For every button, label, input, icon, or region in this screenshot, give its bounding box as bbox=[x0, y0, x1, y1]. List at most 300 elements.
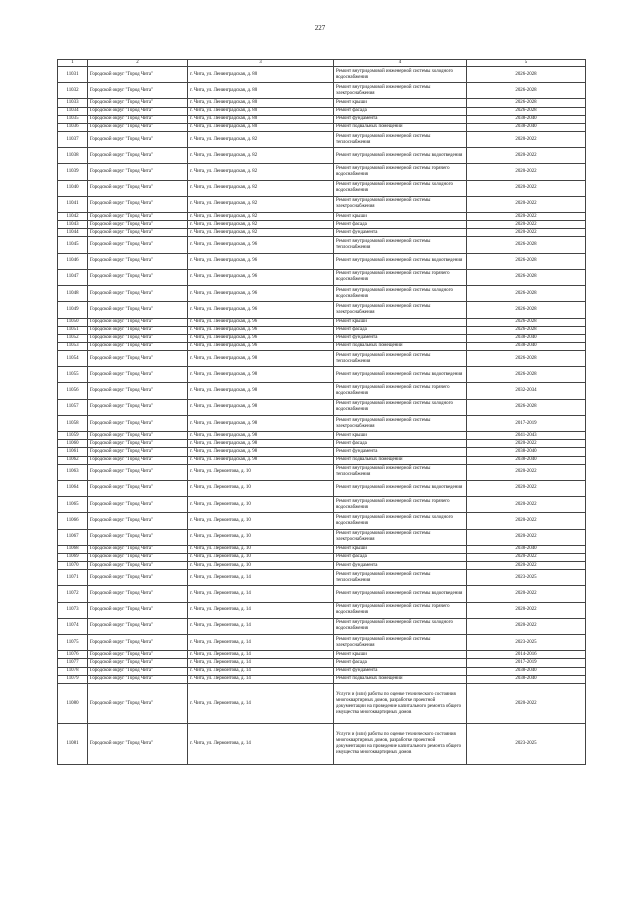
address-cell: г. Чита, ул. Лермонтова, д. 14 bbox=[188, 651, 334, 659]
address-cell: г. Чита, ул. Ленинградская, д. 80 bbox=[188, 67, 334, 83]
period-cell: 2020-2022 bbox=[467, 464, 586, 480]
municipality-cell: Городской округ "Город Чита" bbox=[88, 570, 188, 586]
table-row bbox=[58, 196, 586, 212]
address-cell: г. Чита, ул. Ленинградская, д. 82 bbox=[188, 164, 334, 180]
municipality-cell: Городской округ "Город Чита" bbox=[88, 651, 188, 659]
municipality-cell: Городской округ "Город Чита" bbox=[88, 383, 188, 399]
municipality-cell: Городской округ "Город Чита" bbox=[88, 456, 188, 464]
period-cell: 2020-2022 bbox=[467, 586, 586, 602]
table-row bbox=[58, 683, 586, 724]
address-cell: г. Чита, ул. Ленинградская, д. 82 bbox=[188, 229, 334, 237]
work-type-cell: Ремонт фундамента bbox=[334, 115, 467, 123]
row-number-cell: 11070 bbox=[58, 562, 88, 570]
municipality-cell: Городской округ "Город Чита" bbox=[88, 667, 188, 675]
table-row bbox=[58, 659, 586, 667]
address-cell: г. Чита, ул. Ленинградская, д. 98 bbox=[188, 351, 334, 367]
address-cell: г. Чита, ул. Лермонтова, д. 14 bbox=[188, 586, 334, 602]
work-type-cell: Ремонт крыши bbox=[334, 432, 467, 440]
address-cell: г. Чита, ул. Ленинградская, д. 82 bbox=[188, 213, 334, 221]
address-cell: г. Чита, ул. Ленинградская, д. 98 bbox=[188, 383, 334, 399]
work-type-cell: Ремонт внутридомовой инженерной системы электроснабжения bbox=[334, 635, 467, 651]
work-type-cell: Ремонт подвальных помещений bbox=[334, 342, 467, 350]
table-row bbox=[58, 602, 586, 618]
row-number-cell: 11074 bbox=[58, 618, 88, 634]
address-cell: г. Чита, ул. Лермонтова, д. 14 bbox=[188, 618, 334, 634]
work-type-cell: Ремонт крыши bbox=[334, 99, 467, 107]
table-row bbox=[58, 83, 586, 99]
address-cell: г. Чита, ул. Лермонтова, д. 10 bbox=[188, 513, 334, 529]
table-row bbox=[58, 148, 586, 164]
address-cell: г. Чита, ул. Лермонтова, д. 10 bbox=[188, 497, 334, 513]
table-row bbox=[58, 318, 586, 326]
row-number-cell: 11037 bbox=[58, 131, 88, 147]
municipality-cell: Городской округ "Город Чита" bbox=[88, 635, 188, 651]
table-row bbox=[58, 570, 586, 586]
period-cell: 2020-2022 bbox=[467, 529, 586, 545]
row-number-cell: 11040 bbox=[58, 180, 88, 196]
period-cell: 2026-2028 bbox=[467, 67, 586, 83]
table-row bbox=[58, 586, 586, 602]
period-cell: 2023-2025 bbox=[467, 635, 586, 651]
work-type-cell: Ремонт крыши bbox=[334, 318, 467, 326]
address-cell: г. Чита, ул. Ленинградская, д. 96 bbox=[188, 318, 334, 326]
table-row bbox=[58, 367, 586, 383]
work-type-cell: Услуги и (или) работы по оценке технического состояния многоквартирных домов, разработке проектной документации на проведение капитального ремонта общего имущества многоквартирных домов bbox=[334, 683, 467, 724]
work-type-cell: Ремонт подвальных помещений bbox=[334, 675, 467, 683]
period-cell: 2032-2034 bbox=[467, 383, 586, 399]
address-cell: г. Чита, ул. Лермонтова, д. 14 bbox=[188, 683, 334, 724]
work-type-cell: Ремонт внутридомовой инженерной системы электроснабжения bbox=[334, 196, 467, 212]
table-row bbox=[58, 667, 586, 675]
address-cell: г. Чита, ул. Ленинградская, д. 80 bbox=[188, 83, 334, 99]
row-number-cell: 11051 bbox=[58, 326, 88, 334]
municipality-cell: Городской округ "Город Чита" bbox=[88, 326, 188, 334]
period-cell: 2038-2040 bbox=[467, 456, 586, 464]
row-number-cell: 11043 bbox=[58, 221, 88, 229]
municipality-cell: Городской округ "Город Чита" bbox=[88, 164, 188, 180]
row-number-cell: 11054 bbox=[58, 351, 88, 367]
address-cell: г. Чита, ул. Лермонтова, д. 10 bbox=[188, 464, 334, 480]
table-row bbox=[58, 480, 586, 496]
period-cell: 2020-2022 bbox=[467, 164, 586, 180]
period-cell: 2017-2019 bbox=[467, 415, 586, 431]
address-cell: г. Чита, ул. Ленинградская, д. 98 bbox=[188, 456, 334, 464]
municipality-cell: Городской округ "Город Чита" bbox=[88, 334, 188, 342]
table-row bbox=[58, 180, 586, 196]
work-type-cell: Ремонт внутридомовой инженерной системы водоотведения bbox=[334, 480, 467, 496]
row-number-cell: 11068 bbox=[58, 545, 88, 553]
table-row bbox=[58, 635, 586, 651]
municipality-cell: Городской округ "Город Чита" bbox=[88, 351, 188, 367]
table-header-row bbox=[58, 60, 586, 67]
work-type-cell: Ремонт подвальных помещений bbox=[334, 456, 467, 464]
address-cell: г. Чита, ул. Ленинградская, д. 80 bbox=[188, 115, 334, 123]
table-row bbox=[58, 107, 586, 115]
work-type-cell: Ремонт внутридомовой инженерной системы водоотведения bbox=[334, 148, 467, 164]
row-number-cell: 11035 bbox=[58, 115, 88, 123]
period-cell: 2020-2022 bbox=[467, 229, 586, 237]
row-number-cell: 11063 bbox=[58, 464, 88, 480]
row-number-cell: 11046 bbox=[58, 253, 88, 269]
municipality-cell: Городской округ "Город Чита" bbox=[88, 253, 188, 269]
page-number: 227 bbox=[314, 24, 326, 32]
table-row bbox=[58, 253, 586, 269]
work-type-cell: Ремонт внутридомовой инженерной системы холодного водоснабжения bbox=[334, 618, 467, 634]
row-number-cell: 11039 bbox=[58, 164, 88, 180]
period-cell: 2020-2022 bbox=[467, 221, 586, 229]
period-cell: 2020-2022 bbox=[467, 213, 586, 221]
municipality-cell: Городской округ "Город Чита" bbox=[88, 659, 188, 667]
address-cell: г. Чита, ул. Лермонтова, д. 10 bbox=[188, 529, 334, 545]
address-cell: г. Чита, ул. Лермонтова, д. 10 bbox=[188, 562, 334, 570]
column-header: 1 bbox=[58, 60, 88, 67]
table-row bbox=[58, 115, 586, 123]
period-cell: 2026-2028 bbox=[467, 99, 586, 107]
municipality-cell: Городской округ "Город Чита" bbox=[88, 497, 188, 513]
table-row bbox=[58, 651, 586, 659]
address-cell: г. Чита, ул. Лермонтова, д. 14 bbox=[188, 602, 334, 618]
row-number-cell: 11050 bbox=[58, 318, 88, 326]
row-number-cell: 11049 bbox=[58, 302, 88, 318]
address-cell: г. Чита, ул. Ленинградская, д. 96 bbox=[188, 237, 334, 253]
municipality-cell: Городской округ "Город Чита" bbox=[88, 83, 188, 99]
row-number-cell: 11053 bbox=[58, 342, 88, 350]
address-cell: г. Чита, ул. Лермонтова, д. 14 bbox=[188, 667, 334, 675]
address-cell: г. Чита, ул. Ленинградская, д. 80 bbox=[188, 123, 334, 131]
municipality-cell: Городской округ "Город Чита" bbox=[88, 586, 188, 602]
table-row bbox=[58, 221, 586, 229]
row-number-cell: 11081 bbox=[58, 724, 88, 765]
row-number-cell: 11052 bbox=[58, 334, 88, 342]
work-type-cell: Ремонт внутридомовой инженерной системы электроснабжения bbox=[334, 415, 467, 431]
period-cell: 2020-2022 bbox=[467, 440, 586, 448]
table-row bbox=[58, 131, 586, 147]
period-cell: 2026-2028 bbox=[467, 107, 586, 115]
municipality-cell: Городской округ "Город Чита" bbox=[88, 415, 188, 431]
address-cell: г. Чита, ул. Лермонтова, д. 14 bbox=[188, 724, 334, 765]
work-type-cell: Ремонт фундамента bbox=[334, 229, 467, 237]
municipality-cell: Городской округ "Город Чита" bbox=[88, 399, 188, 415]
work-type-cell: Ремонт внутридомовой инженерной системы горячего водоснабжения bbox=[334, 383, 467, 399]
address-cell: г. Чита, ул. Ленинградская, д. 82 bbox=[188, 221, 334, 229]
table-row bbox=[58, 545, 586, 553]
row-number-cell: 11058 bbox=[58, 415, 88, 431]
work-type-cell: Ремонт внутридомовой инженерной системы горячего водоснабжения bbox=[334, 602, 467, 618]
period-cell: 2020-2022 bbox=[467, 131, 586, 147]
work-type-cell: Ремонт фундамента bbox=[334, 448, 467, 456]
row-number-cell: 11077 bbox=[58, 659, 88, 667]
address-cell: г. Чита, ул. Лермонтова, д. 14 bbox=[188, 635, 334, 651]
period-cell: 2026-2028 bbox=[467, 318, 586, 326]
row-number-cell: 11061 bbox=[58, 448, 88, 456]
work-type-cell: Ремонт крыши bbox=[334, 545, 467, 553]
row-number-cell: 11059 bbox=[58, 432, 88, 440]
table-row bbox=[58, 724, 586, 765]
row-number-cell: 11056 bbox=[58, 383, 88, 399]
table-row bbox=[58, 383, 586, 399]
row-number-cell: 11064 bbox=[58, 480, 88, 496]
row-number-cell: 11067 bbox=[58, 529, 88, 545]
table-row bbox=[58, 415, 586, 431]
row-number-cell: 11041 bbox=[58, 196, 88, 212]
work-type-cell: Ремонт внутридомовой инженерной системы электроснабжения bbox=[334, 83, 467, 99]
municipality-cell: Городской округ "Город Чита" bbox=[88, 545, 188, 553]
row-number-cell: 11078 bbox=[58, 667, 88, 675]
period-cell: 2020-2022 bbox=[467, 148, 586, 164]
address-cell: г. Чита, ул. Ленинградская, д. 98 bbox=[188, 399, 334, 415]
period-cell: 2038-2040 bbox=[467, 123, 586, 131]
table-row bbox=[58, 342, 586, 350]
work-type-cell: Ремонт подвальных помещений bbox=[334, 123, 467, 131]
work-type-cell: Ремонт внутридомовой инженерной системы водоотведения bbox=[334, 253, 467, 269]
row-number-cell: 11060 bbox=[58, 440, 88, 448]
work-type-cell: Ремонт внутридомовой инженерной системы теплоснабжения bbox=[334, 351, 467, 367]
period-cell: 2020-2022 bbox=[467, 562, 586, 570]
table-row bbox=[58, 618, 586, 634]
address-cell: г. Чита, ул. Ленинградская, д. 96 bbox=[188, 286, 334, 302]
work-type-cell: Ремонт фасада bbox=[334, 107, 467, 115]
municipality-cell: Городской округ "Город Чита" bbox=[88, 229, 188, 237]
municipality-cell: Городской округ "Город Чита" bbox=[88, 529, 188, 545]
municipality-cell: Городской округ "Город Чита" bbox=[88, 221, 188, 229]
table-row bbox=[58, 553, 586, 561]
work-type-cell: Услуги и (или) работы по оценке технического состояния многоквартирных домов, разработке проектной документации на проведение капитального ремонта общего имущества многоквартирных домов bbox=[334, 724, 467, 765]
row-number-cell: 11048 bbox=[58, 286, 88, 302]
period-cell: 2023-2025 bbox=[467, 724, 586, 765]
table-row bbox=[58, 164, 586, 180]
period-cell: 2026-2028 bbox=[467, 351, 586, 367]
municipality-cell: Городской округ "Город Чита" bbox=[88, 67, 188, 83]
table-row bbox=[58, 326, 586, 334]
period-cell: 2020-2022 bbox=[467, 553, 586, 561]
municipality-cell: Городской округ "Город Чита" bbox=[88, 562, 188, 570]
table-row bbox=[58, 286, 586, 302]
address-cell: г. Чита, ул. Ленинградская, д. 96 bbox=[188, 334, 334, 342]
municipality-cell: Городской округ "Город Чита" bbox=[88, 553, 188, 561]
municipality-cell: Городской округ "Город Чита" bbox=[88, 123, 188, 131]
period-cell: 2038-2040 bbox=[467, 545, 586, 553]
period-cell: 2026-2028 bbox=[467, 237, 586, 253]
municipality-cell: Городской округ "Город Чита" bbox=[88, 99, 188, 107]
period-cell: 2026-2028 bbox=[467, 367, 586, 383]
municipality-cell: Городской округ "Город Чита" bbox=[88, 302, 188, 318]
capital-repair-table bbox=[57, 59, 586, 765]
municipality-cell: Городской округ "Город Чита" bbox=[88, 440, 188, 448]
period-cell: 2017-2019 bbox=[467, 659, 586, 667]
table-row bbox=[58, 123, 586, 131]
period-cell: 2038-2040 bbox=[467, 667, 586, 675]
address-cell: г. Чита, ул. Ленинградская, д. 98 bbox=[188, 367, 334, 383]
table-row bbox=[58, 529, 586, 545]
work-type-cell: Ремонт внутридомовой инженерной системы теплоснабжения bbox=[334, 131, 467, 147]
table-row bbox=[58, 334, 586, 342]
row-number-cell: 11047 bbox=[58, 269, 88, 285]
row-number-cell: 11031 bbox=[58, 67, 88, 83]
row-number-cell: 11042 bbox=[58, 213, 88, 221]
column-header: 4 bbox=[334, 60, 467, 67]
address-cell: г. Чита, ул. Ленинградская, д. 96 bbox=[188, 326, 334, 334]
work-type-cell: Ремонт фундамента bbox=[334, 562, 467, 570]
table-row bbox=[58, 675, 586, 683]
period-cell: 2020-2022 bbox=[467, 180, 586, 196]
address-cell: г. Чита, ул. Лермонтова, д. 14 bbox=[188, 570, 334, 586]
row-number-cell: 11071 bbox=[58, 570, 88, 586]
row-number-cell: 11075 bbox=[58, 635, 88, 651]
municipality-cell: Городской округ "Город Чита" bbox=[88, 480, 188, 496]
work-type-cell: Ремонт крыши bbox=[334, 213, 467, 221]
municipality-cell: Городской округ "Город Чита" bbox=[88, 618, 188, 634]
address-cell: г. Чита, ул. Ленинградская, д. 98 bbox=[188, 415, 334, 431]
municipality-cell: Городской округ "Город Чита" bbox=[88, 286, 188, 302]
table-row bbox=[58, 229, 586, 237]
work-type-cell: Ремонт фасада bbox=[334, 659, 467, 667]
period-cell: 2026-2028 bbox=[467, 302, 586, 318]
period-cell: 2020-2022 bbox=[467, 683, 586, 724]
row-number-cell: 11069 bbox=[58, 553, 88, 561]
address-cell: г. Чита, ул. Лермонтова, д. 10 bbox=[188, 545, 334, 553]
address-cell: г. Чита, ул. Ленинградская, д. 80 bbox=[188, 99, 334, 107]
municipality-cell: Городской округ "Город Чита" bbox=[88, 432, 188, 440]
row-number-cell: 11076 bbox=[58, 651, 88, 659]
table-row bbox=[58, 67, 586, 83]
work-type-cell: Ремонт фасада bbox=[334, 553, 467, 561]
work-type-cell: Ремонт внутридомовой инженерной системы холодного водоснабжения bbox=[334, 286, 467, 302]
municipality-cell: Городской округ "Город Чита" bbox=[88, 513, 188, 529]
address-cell: г. Чита, ул. Ленинградская, д. 82 bbox=[188, 196, 334, 212]
work-type-cell: Ремонт фундамента bbox=[334, 667, 467, 675]
work-type-cell: Ремонт внутридомовой инженерной системы горячего водоснабжения bbox=[334, 497, 467, 513]
table-row bbox=[58, 213, 586, 221]
municipality-cell: Городской округ "Город Чита" bbox=[88, 367, 188, 383]
period-cell: 2038-2040 bbox=[467, 342, 586, 350]
table-row bbox=[58, 399, 586, 415]
table-row bbox=[58, 269, 586, 285]
work-type-cell: Ремонт внутридомовой инженерной системы холодного водоснабжения bbox=[334, 180, 467, 196]
work-type-cell: Ремонт внутридомовой инженерной системы холодного водоснабжения bbox=[334, 399, 467, 415]
column-header: 5 bbox=[467, 60, 586, 67]
work-type-cell: Ремонт крыши bbox=[334, 651, 467, 659]
table-row bbox=[58, 456, 586, 464]
row-number-cell: 11072 bbox=[58, 586, 88, 602]
row-number-cell: 11044 bbox=[58, 229, 88, 237]
table-row bbox=[58, 237, 586, 253]
municipality-cell: Городской округ "Город Чита" bbox=[88, 724, 188, 765]
work-type-cell: Ремонт фундамента bbox=[334, 334, 467, 342]
column-header: 2 bbox=[88, 60, 188, 67]
row-number-cell: 11038 bbox=[58, 148, 88, 164]
work-type-cell: Ремонт внутридомовой инженерной системы холодного водоснабжения bbox=[334, 67, 467, 83]
row-number-cell: 11073 bbox=[58, 602, 88, 618]
address-cell: г. Чита, ул. Ленинградская, д. 98 bbox=[188, 440, 334, 448]
row-number-cell: 11032 bbox=[58, 83, 88, 99]
work-type-cell: Ремонт внутридомовой инженерной системы водоотведения bbox=[334, 367, 467, 383]
period-cell: 2026-2028 bbox=[467, 326, 586, 334]
municipality-cell: Городской округ "Город Чита" bbox=[88, 602, 188, 618]
address-cell: г. Чита, ул. Ленинградская, д. 82 bbox=[188, 131, 334, 147]
work-type-cell: Ремонт внутридомовой инженерной системы электроснабжения bbox=[334, 302, 467, 318]
table-row bbox=[58, 464, 586, 480]
municipality-cell: Городской округ "Город Чита" bbox=[88, 237, 188, 253]
table-row bbox=[58, 302, 586, 318]
row-number-cell: 11062 bbox=[58, 456, 88, 464]
row-number-cell: 11079 bbox=[58, 675, 88, 683]
period-cell: 2026-2028 bbox=[467, 253, 586, 269]
municipality-cell: Городской округ "Город Чита" bbox=[88, 269, 188, 285]
municipality-cell: Городской округ "Город Чита" bbox=[88, 148, 188, 164]
work-type-cell: Ремонт фасада bbox=[334, 440, 467, 448]
table-row bbox=[58, 448, 586, 456]
work-type-cell: Ремонт внутридомовой инженерной системы водоотведения bbox=[334, 586, 467, 602]
address-cell: г. Чита, ул. Ленинградская, д. 96 bbox=[188, 269, 334, 285]
work-type-cell: Ремонт внутридомовой инженерной системы теплоснабжения bbox=[334, 570, 467, 586]
row-number-cell: 11066 bbox=[58, 513, 88, 529]
period-cell: 2026-2028 bbox=[467, 286, 586, 302]
address-cell: г. Чита, ул. Ленинградская, д. 98 bbox=[188, 448, 334, 456]
period-cell: 2038-2040 bbox=[467, 448, 586, 456]
column-header: 3 bbox=[188, 60, 334, 67]
row-number-cell: 11045 bbox=[58, 237, 88, 253]
period-cell: 2014-2016 bbox=[467, 651, 586, 659]
period-cell: 2020-2022 bbox=[467, 497, 586, 513]
municipality-cell: Городской округ "Город Чита" bbox=[88, 107, 188, 115]
work-type-cell: Ремонт внутридомовой инженерной системы электроснабжения bbox=[334, 529, 467, 545]
period-cell: 2026-2028 bbox=[467, 269, 586, 285]
table-row bbox=[58, 513, 586, 529]
table-row bbox=[58, 99, 586, 107]
work-type-cell: Ремонт фасада bbox=[334, 326, 467, 334]
work-type-cell: Ремонт внутридомовой инженерной системы горячего водоснабжения bbox=[334, 164, 467, 180]
address-cell: г. Чита, ул. Ленинградская, д. 98 bbox=[188, 432, 334, 440]
municipality-cell: Городской округ "Город Чита" bbox=[88, 213, 188, 221]
work-type-cell: Ремонт внутридомовой инженерной системы горячего водоснабжения bbox=[334, 269, 467, 285]
municipality-cell: Городской округ "Город Чита" bbox=[88, 115, 188, 123]
municipality-cell: Городской округ "Город Чита" bbox=[88, 196, 188, 212]
row-number-cell: 11036 bbox=[58, 123, 88, 131]
period-cell: 2026-2028 bbox=[467, 399, 586, 415]
period-cell: 2020-2022 bbox=[467, 602, 586, 618]
table-row bbox=[58, 432, 586, 440]
period-cell: 2026-2028 bbox=[467, 83, 586, 99]
period-cell: 2020-2022 bbox=[467, 480, 586, 496]
work-type-cell: Ремонт фасада bbox=[334, 221, 467, 229]
municipality-cell: Городской округ "Город Чита" bbox=[88, 342, 188, 350]
period-cell: 2020-2022 bbox=[467, 196, 586, 212]
address-cell: г. Чита, ул. Ленинградская, д. 96 bbox=[188, 302, 334, 318]
address-cell: г. Чита, ул. Лермонтова, д. 10 bbox=[188, 553, 334, 561]
address-cell: г. Чита, ул. Лермонтова, д. 10 bbox=[188, 480, 334, 496]
table-row bbox=[58, 351, 586, 367]
municipality-cell: Городской округ "Город Чита" bbox=[88, 675, 188, 683]
address-cell: г. Чита, ул. Ленинградская, д. 96 bbox=[188, 253, 334, 269]
period-cell: 2038-2040 bbox=[467, 675, 586, 683]
row-number-cell: 11055 bbox=[58, 367, 88, 383]
period-cell: 2038-2040 bbox=[467, 334, 586, 342]
period-cell: 2023-2025 bbox=[467, 570, 586, 586]
address-cell: г. Чита, ул. Лермонтова, д. 14 bbox=[188, 659, 334, 667]
address-cell: г. Чита, ул. Ленинградская, д. 82 bbox=[188, 180, 334, 196]
row-number-cell: 11033 bbox=[58, 99, 88, 107]
address-cell: г. Чита, ул. Ленинградская, д. 82 bbox=[188, 148, 334, 164]
row-number-cell: 11065 bbox=[58, 497, 88, 513]
municipality-cell: Городской округ "Город Чита" bbox=[88, 464, 188, 480]
period-cell: 2020-2022 bbox=[467, 513, 586, 529]
municipality-cell: Городской округ "Город Чита" bbox=[88, 318, 188, 326]
municipality-cell: Городской округ "Город Чита" bbox=[88, 683, 188, 724]
period-cell: 2020-2022 bbox=[467, 618, 586, 634]
municipality-cell: Городской округ "Город Чита" bbox=[88, 180, 188, 196]
row-number-cell: 11080 bbox=[58, 683, 88, 724]
address-cell: г. Чита, ул. Ленинградская, д. 96 bbox=[188, 342, 334, 350]
